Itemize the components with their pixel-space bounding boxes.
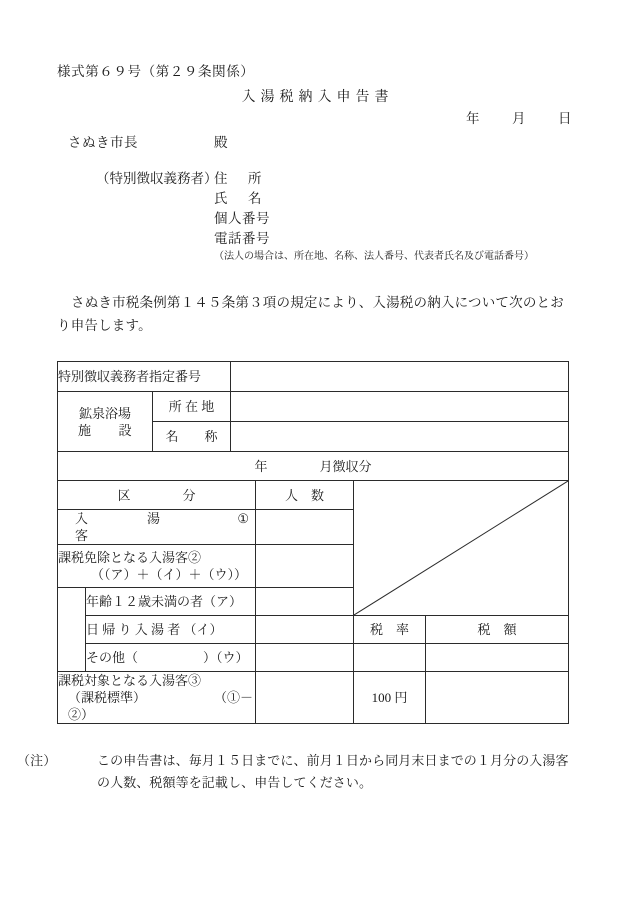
footnote-marker: （注）: [17, 753, 57, 768]
indent-spacer: [58, 588, 86, 616]
collector-address-row: [96, 169, 534, 189]
table-row-taxable: [58, 672, 569, 724]
exempt-count-input[interactable]: [256, 545, 354, 588]
facility-name-label: 名 称: [153, 422, 231, 452]
facility-label: [58, 392, 153, 452]
under12-count-input[interactable]: [256, 588, 354, 616]
tax-amount-header-cell: [426, 644, 569, 672]
period-month-label: 月徴収分: [319, 458, 372, 474]
facility-label-line2: 施 設: [77, 422, 132, 438]
collector-group-label: （特別徴収義務者）: [96, 171, 218, 186]
footnote: [17, 750, 573, 794]
corporate-note: （法人の場合は、所在地、名称、法人番号、代表者氏名及び電話番号）: [214, 251, 534, 262]
date-year-label: 年: [466, 111, 480, 126]
bathers-label: 入 湯 客: [75, 511, 220, 543]
footnote-body: [17, 750, 573, 794]
table-row-collection-period: [58, 452, 569, 481]
taxable-label-line2: （課税標準） （①－②）: [68, 690, 254, 722]
diagonal-blank-cell: [354, 481, 569, 616]
declaration-text: さぬき市税条例第１４５条第３項の規定により、入湯税の納入について次のとおり申告します。: [57, 295, 564, 333]
daytrip-count-input[interactable]: [256, 616, 354, 644]
exempt-label-line1: 課税免除となる入湯客②: [58, 550, 202, 565]
exempt-label-cell: [58, 545, 256, 588]
collector-address-label: 住 所: [214, 171, 262, 186]
column-header-tax-amount: 税 額: [426, 616, 569, 644]
designation-number-label: 特別徴収義務者指定番号: [58, 362, 231, 392]
table-row-day-trip: [58, 616, 569, 644]
tax-rate-header-cell: [354, 644, 426, 672]
column-header-category: 区 分: [58, 481, 256, 510]
exempt-label-line2: （（ア）＋（イ）＋（ウ））: [91, 567, 248, 582]
column-header-persons: 人 数: [256, 481, 354, 510]
special-collector-block: [96, 169, 534, 265]
daytrip-label: 日 帰 り 入 湯 者 （イ）: [86, 616, 256, 644]
taxable-label-cell: [58, 672, 256, 724]
table-row-column-headers: [58, 481, 569, 510]
collector-name-label: 氏 名: [214, 191, 262, 206]
date-day-label: 日: [558, 111, 572, 126]
under12-label: 年齢１２歳未満の者（ア）: [86, 588, 256, 616]
table-row-designation-number: [58, 362, 569, 392]
addressee-honorific: 殿: [214, 135, 228, 150]
table-row-facility-address: [58, 392, 569, 422]
period-year-label: 年: [254, 458, 268, 474]
date-entry-line: [0, 107, 630, 127]
facility-label-line1: 鉱泉浴場: [78, 405, 131, 421]
addressee-line: [68, 131, 228, 151]
bathers-mark: ①: [237, 511, 250, 526]
tax-rate-value: 100 円: [354, 672, 426, 724]
form-number: 様式第６９号（第２９条関係）: [57, 64, 255, 79]
table-row-other: [58, 644, 569, 672]
other-count-input[interactable]: [256, 644, 354, 672]
collector-name-row: [96, 189, 534, 209]
designation-number-input[interactable]: [231, 362, 569, 392]
collector-phone-row: [96, 229, 534, 249]
column-header-tax-rate: 税 率: [354, 616, 426, 644]
collection-period-cell: [58, 452, 569, 481]
taxable-count-input[interactable]: [256, 672, 354, 724]
date-month-label: 月: [512, 111, 526, 126]
declaration-table: [57, 361, 569, 724]
bathers-label-cell: [58, 510, 256, 545]
facility-address-label: 所 在 地: [153, 392, 231, 422]
facility-name-input[interactable]: [231, 422, 569, 452]
indent-spacer: [58, 616, 86, 644]
bathers-count-input[interactable]: [256, 510, 354, 545]
facility-address-input[interactable]: [231, 392, 569, 422]
taxable-label-line1: 課税対象となる入湯客③: [58, 673, 202, 688]
collector-mynumber-row: [96, 209, 534, 229]
declaration-paragraph: [57, 291, 569, 337]
diagonal-strike-icon: [354, 481, 568, 615]
other-label: その他（ ）（ウ）: [86, 644, 256, 672]
page-title: 入湯税納入申告書: [241, 90, 394, 105]
collector-mynumber-label: 個人番号: [214, 211, 270, 226]
indent-spacer: [58, 644, 86, 672]
footnote-text: この申告書は、毎月１５日までに、前月１日から同月末日までの１月分の入湯客の人数、税額等を記載し、申告してください。: [97, 753, 569, 790]
collector-phone-label: 電話番号: [214, 231, 270, 246]
addressee-name: さぬき市長: [68, 135, 138, 150]
tax-amount-input[interactable]: [426, 672, 569, 724]
